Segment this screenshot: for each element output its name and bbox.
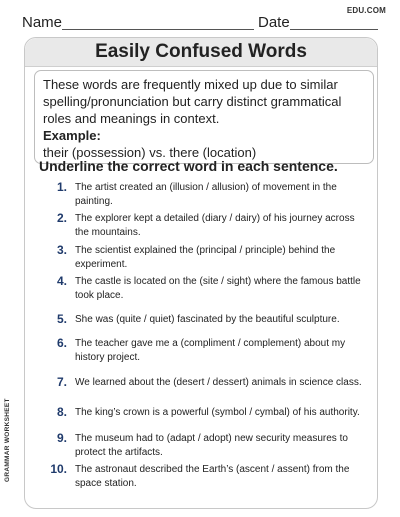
question-number: 4. [56,274,67,288]
question-text: The artist created an (illusion / allusion) of movement in the painting. [75,182,337,207]
side-label: GRAMMAR WORKSHEET [4,398,11,482]
instruction: Underline the correct word in each sentence. [39,158,338,174]
question-item [39,312,365,327]
question-text: The explorer kept a detailed (diary / dairy) of his journey across the mountains. [75,213,355,238]
question-item [39,211,365,240]
intro-text: These words are frequently mixed up due to similar spelling/pronunciation but carry distinct grammatical roles and meanings in context. [43,77,342,126]
question-number: 9. [56,431,67,445]
example-label: Example: [43,128,101,143]
question-text: The museum had to (adapt / adopt) new security measures to protect the artifacts. [75,433,348,458]
side-label-container [4,398,18,482]
title-bar [25,38,377,67]
question-number: 10. [50,462,67,476]
question-item [39,243,365,272]
question-item [39,405,365,420]
question-item [39,180,365,209]
name-date-row [22,14,378,32]
question-text: The scientist explained the (principal / principle) behind the experiment. [75,245,336,270]
brand-logo: EDU.COM [346,6,386,15]
name-line [62,29,254,30]
worksheet [24,37,378,509]
question-item [39,274,365,303]
date-label: Date [258,14,290,31]
question-text: The teacher gave me a (compliment / complement) about my history project. [75,338,346,363]
intro-box [34,70,374,164]
question-number: 6. [56,336,67,350]
question-item [39,375,365,390]
question-text: She was (quite / quiet) fascinated by the beautiful sculpture. [75,314,340,325]
question-number: 3. [56,243,67,257]
page-title: Easily Confused Words [95,41,307,62]
date-line [290,29,378,30]
question-item [39,431,365,460]
question-number: 5. [56,312,67,326]
question-number: 8. [56,405,67,419]
question-item [39,336,365,365]
question-text: The king’s crown is a powerful (symbol / cymbal) of his authority. [75,407,360,418]
question-text: We learned about the (desert / dessert) animals in science class. [75,377,362,388]
name-label: Name [22,14,63,31]
question-item [39,462,365,491]
question-number: 7. [56,375,67,389]
example-text: their (possession) vs. there (location) [43,145,257,160]
question-text: The astronaut described the Earth’s (ascent / assent) from the space station. [75,464,350,489]
question-number: 1. [56,180,67,194]
question-text: The castle is located on the (site / sight) where the famous battle took place. [75,276,361,301]
question-number: 2. [56,211,67,225]
